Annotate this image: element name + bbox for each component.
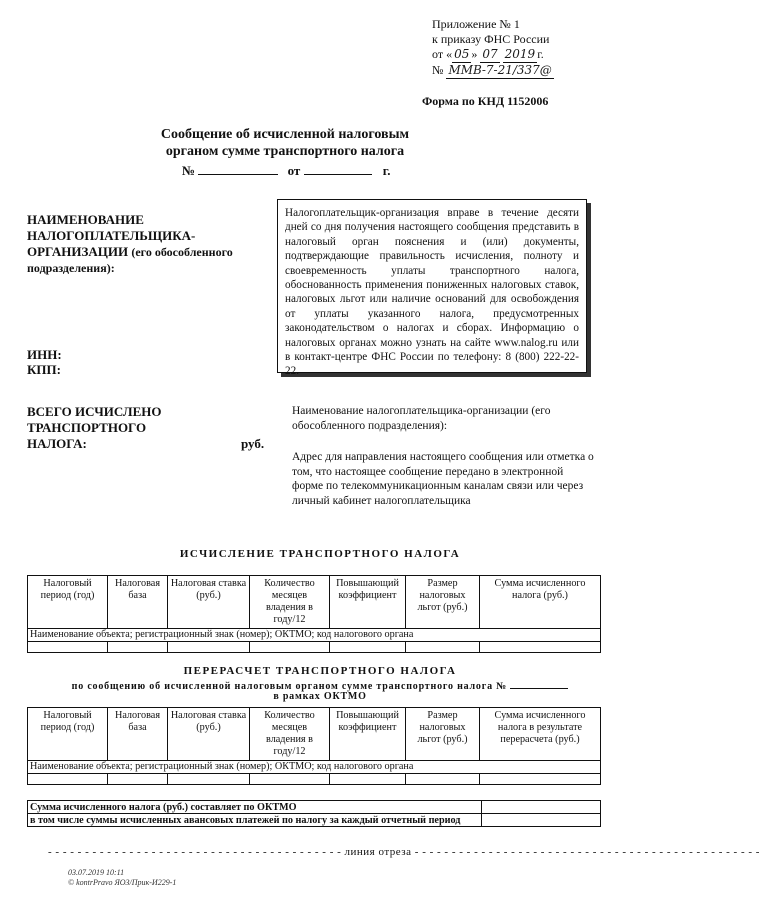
kpp-label: КПП:	[27, 362, 61, 377]
number-blank[interactable]	[198, 162, 278, 175]
calc-header-months: Количество месяцев владения в году/12	[250, 576, 330, 629]
section-recalc-title: ПЕРЕРАСЧЕТ ТРАНСПОРТНОГО НАЛОГА	[183, 665, 457, 677]
cut-line: - - - - - - - - - - - - - - - - - - - - - - - - - - - - - - - - - - - - - - - - линия отреза - - - - - - - - - - - - - - - - - - - - - - - - - - - - - - - - - - - - - - - - - - - - - - -	[48, 846, 760, 858]
inn-label: ИНН:	[27, 347, 62, 362]
recalc-empty-row[interactable]	[28, 774, 601, 785]
calc-header-coef: Повышающий коэффициент	[330, 576, 406, 629]
calc-object-row: Наименование объекта; регистрационный знак (номер); ОКТМО; код налогового органа	[28, 629, 601, 642]
recalc-header-benefits: Размер налоговых льгот (руб.)	[406, 708, 480, 761]
summary-row-total: Сумма исчисленного налога (руб.) составляет по ОКТМО	[28, 801, 601, 814]
section-recalc-subtitle-2: в рамках ОКТМО	[273, 691, 367, 702]
annex-date-day: 05	[454, 47, 470, 61]
summary-advance-value[interactable]	[482, 814, 601, 827]
document-number-line: № от г.	[182, 163, 391, 178]
recalc-header-base: Налоговая база	[108, 708, 168, 761]
total-currency: руб.	[241, 436, 265, 451]
footer-stamp: 03.07.2019 10:11 © kontrPravo ЯОЗ/Прик-И229-1	[68, 868, 177, 887]
section-recalc-subtitle: по сообщению об исчисленной налоговым органом сумме транспортного налога №	[40, 679, 600, 692]
recalc-header-sum: Сумма исчисленного налога в результате перерасчета (руб.)	[480, 708, 601, 761]
recalc-table	[27, 707, 601, 785]
document-title: Сообщение об исчисленной налоговым органом сумме транспортного налога	[160, 127, 410, 159]
recalc-header-rate: Налоговая ставка (руб.)	[168, 708, 250, 761]
annex-line-1: Приложение № 1	[432, 17, 520, 31]
recalc-table-header	[28, 708, 601, 761]
recalc-object-row: Наименование объекта; регистрационный знак (номер); ОКТМО; код налогового органа	[28, 761, 601, 774]
annex-line-2: к приказу ФНС России	[432, 32, 550, 46]
calc-header-benefits: Размер налоговых льгот (руб.)	[406, 576, 480, 629]
annex-date: от « 05 » 07 2019 г.	[432, 47, 544, 61]
org-name-label: НАИМЕНОВАНИЕ НАЛОГОПЛАТЕЛЬЩИКА-ОРГАНИЗАЦИИ (его обособленного подразделения):	[27, 212, 233, 275]
annex-date-year: 2019	[504, 47, 536, 61]
summary-row-advance: в том числе суммы исчисленных авансовых платежей по налогу за каждый отчетный период	[28, 814, 601, 827]
calc-header-period: Налоговый период (год)	[28, 576, 108, 629]
calc-header-rate: Налоговая ставка (руб.)	[168, 576, 250, 629]
annex-number-value: ММВ-7-21/337@	[448, 63, 552, 77]
section-calc-title: ИСЧИСЛЕНИЕ ТРАНСПОРТНОГО НАЛОГА	[179, 548, 461, 560]
calc-header-sum: Сумма исчисленного налога (руб.)	[480, 576, 601, 629]
calc-empty-row[interactable]	[28, 642, 601, 653]
annex-number: № ММВ-7-21/337@	[432, 63, 552, 77]
calc-table-header	[28, 576, 601, 629]
annex-block	[432, 17, 622, 79]
date-blank[interactable]	[304, 162, 372, 175]
form-code: Форма по КНД 1152006	[422, 94, 549, 108]
recipient-address-label: Адрес для направления настоящего сообщения или отметка о том, что настоящее сообщение передано в электронной форме по телекоммуникационным каналам связи или через личный кабинет налогоплательщика	[292, 451, 594, 507]
total-tax-label: ВСЕГО ИСЧИСЛЕНО ТРАНСПОРТНОГО НАЛОГА:	[27, 404, 162, 451]
recipient-name-label: Наименование налогоплательщика-организации (его обособленного подразделения):	[292, 405, 551, 432]
annex-date-month: 07	[482, 47, 498, 61]
summary-table	[27, 800, 601, 827]
recalc-header-months: Количество месяцев владения в году/12	[250, 708, 330, 761]
calc-header-base: Налоговая база	[108, 576, 168, 629]
recalc-header-period: Налоговый период (год)	[28, 708, 108, 761]
calc-table	[27, 575, 601, 653]
summary-total-value[interactable]	[482, 801, 601, 814]
notice-box: Налогоплательщик-организация вправе в течение десяти дней со дня получения настоящего сообщения представить в налоговый орган пояснения и (или) документы, подтверждающие правильность исчисления, полноту и своевременность уплаты транспортного налога, обоснованность применения пониженных налоговых ставок, налоговых льгот или наличие оснований для освобождения от уплаты указанного налога, предусмотренных законодательством о налогах и сборах. Информацию о налоговых органах можно узнать на сайте www.nalog.ru или в контакт-центре ФНС России по телефону: 8 (800) 222-22-22.	[277, 199, 587, 373]
recalc-header-coef: Повышающий коэффициент	[330, 708, 406, 761]
